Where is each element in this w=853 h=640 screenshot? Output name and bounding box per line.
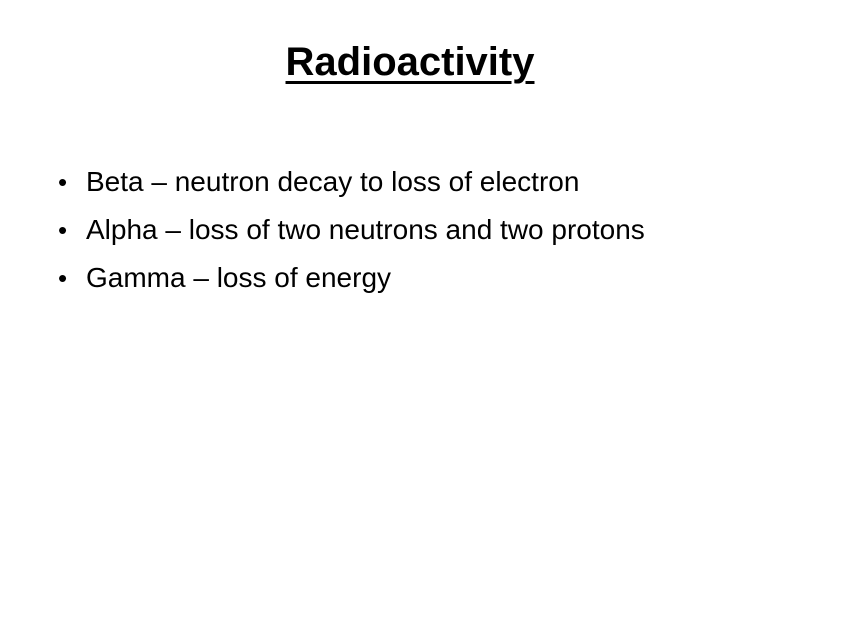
bullet-text: Alpha – loss of two neutrons and two protons — [86, 214, 645, 245]
bullet-text: Beta – neutron decay to loss of electron — [86, 166, 580, 197]
list-item — [58, 158, 645, 206]
bullet-icon: • — [58, 263, 68, 293]
bullet-icon: • — [58, 167, 68, 197]
bullet-icon: • — [58, 215, 68, 245]
list-item — [58, 254, 645, 302]
bullet-text: Gamma – loss of energy — [86, 262, 392, 293]
list-item — [58, 206, 645, 254]
bullet-list — [58, 158, 645, 302]
slide-title: Radioactivity — [285, 40, 535, 84]
